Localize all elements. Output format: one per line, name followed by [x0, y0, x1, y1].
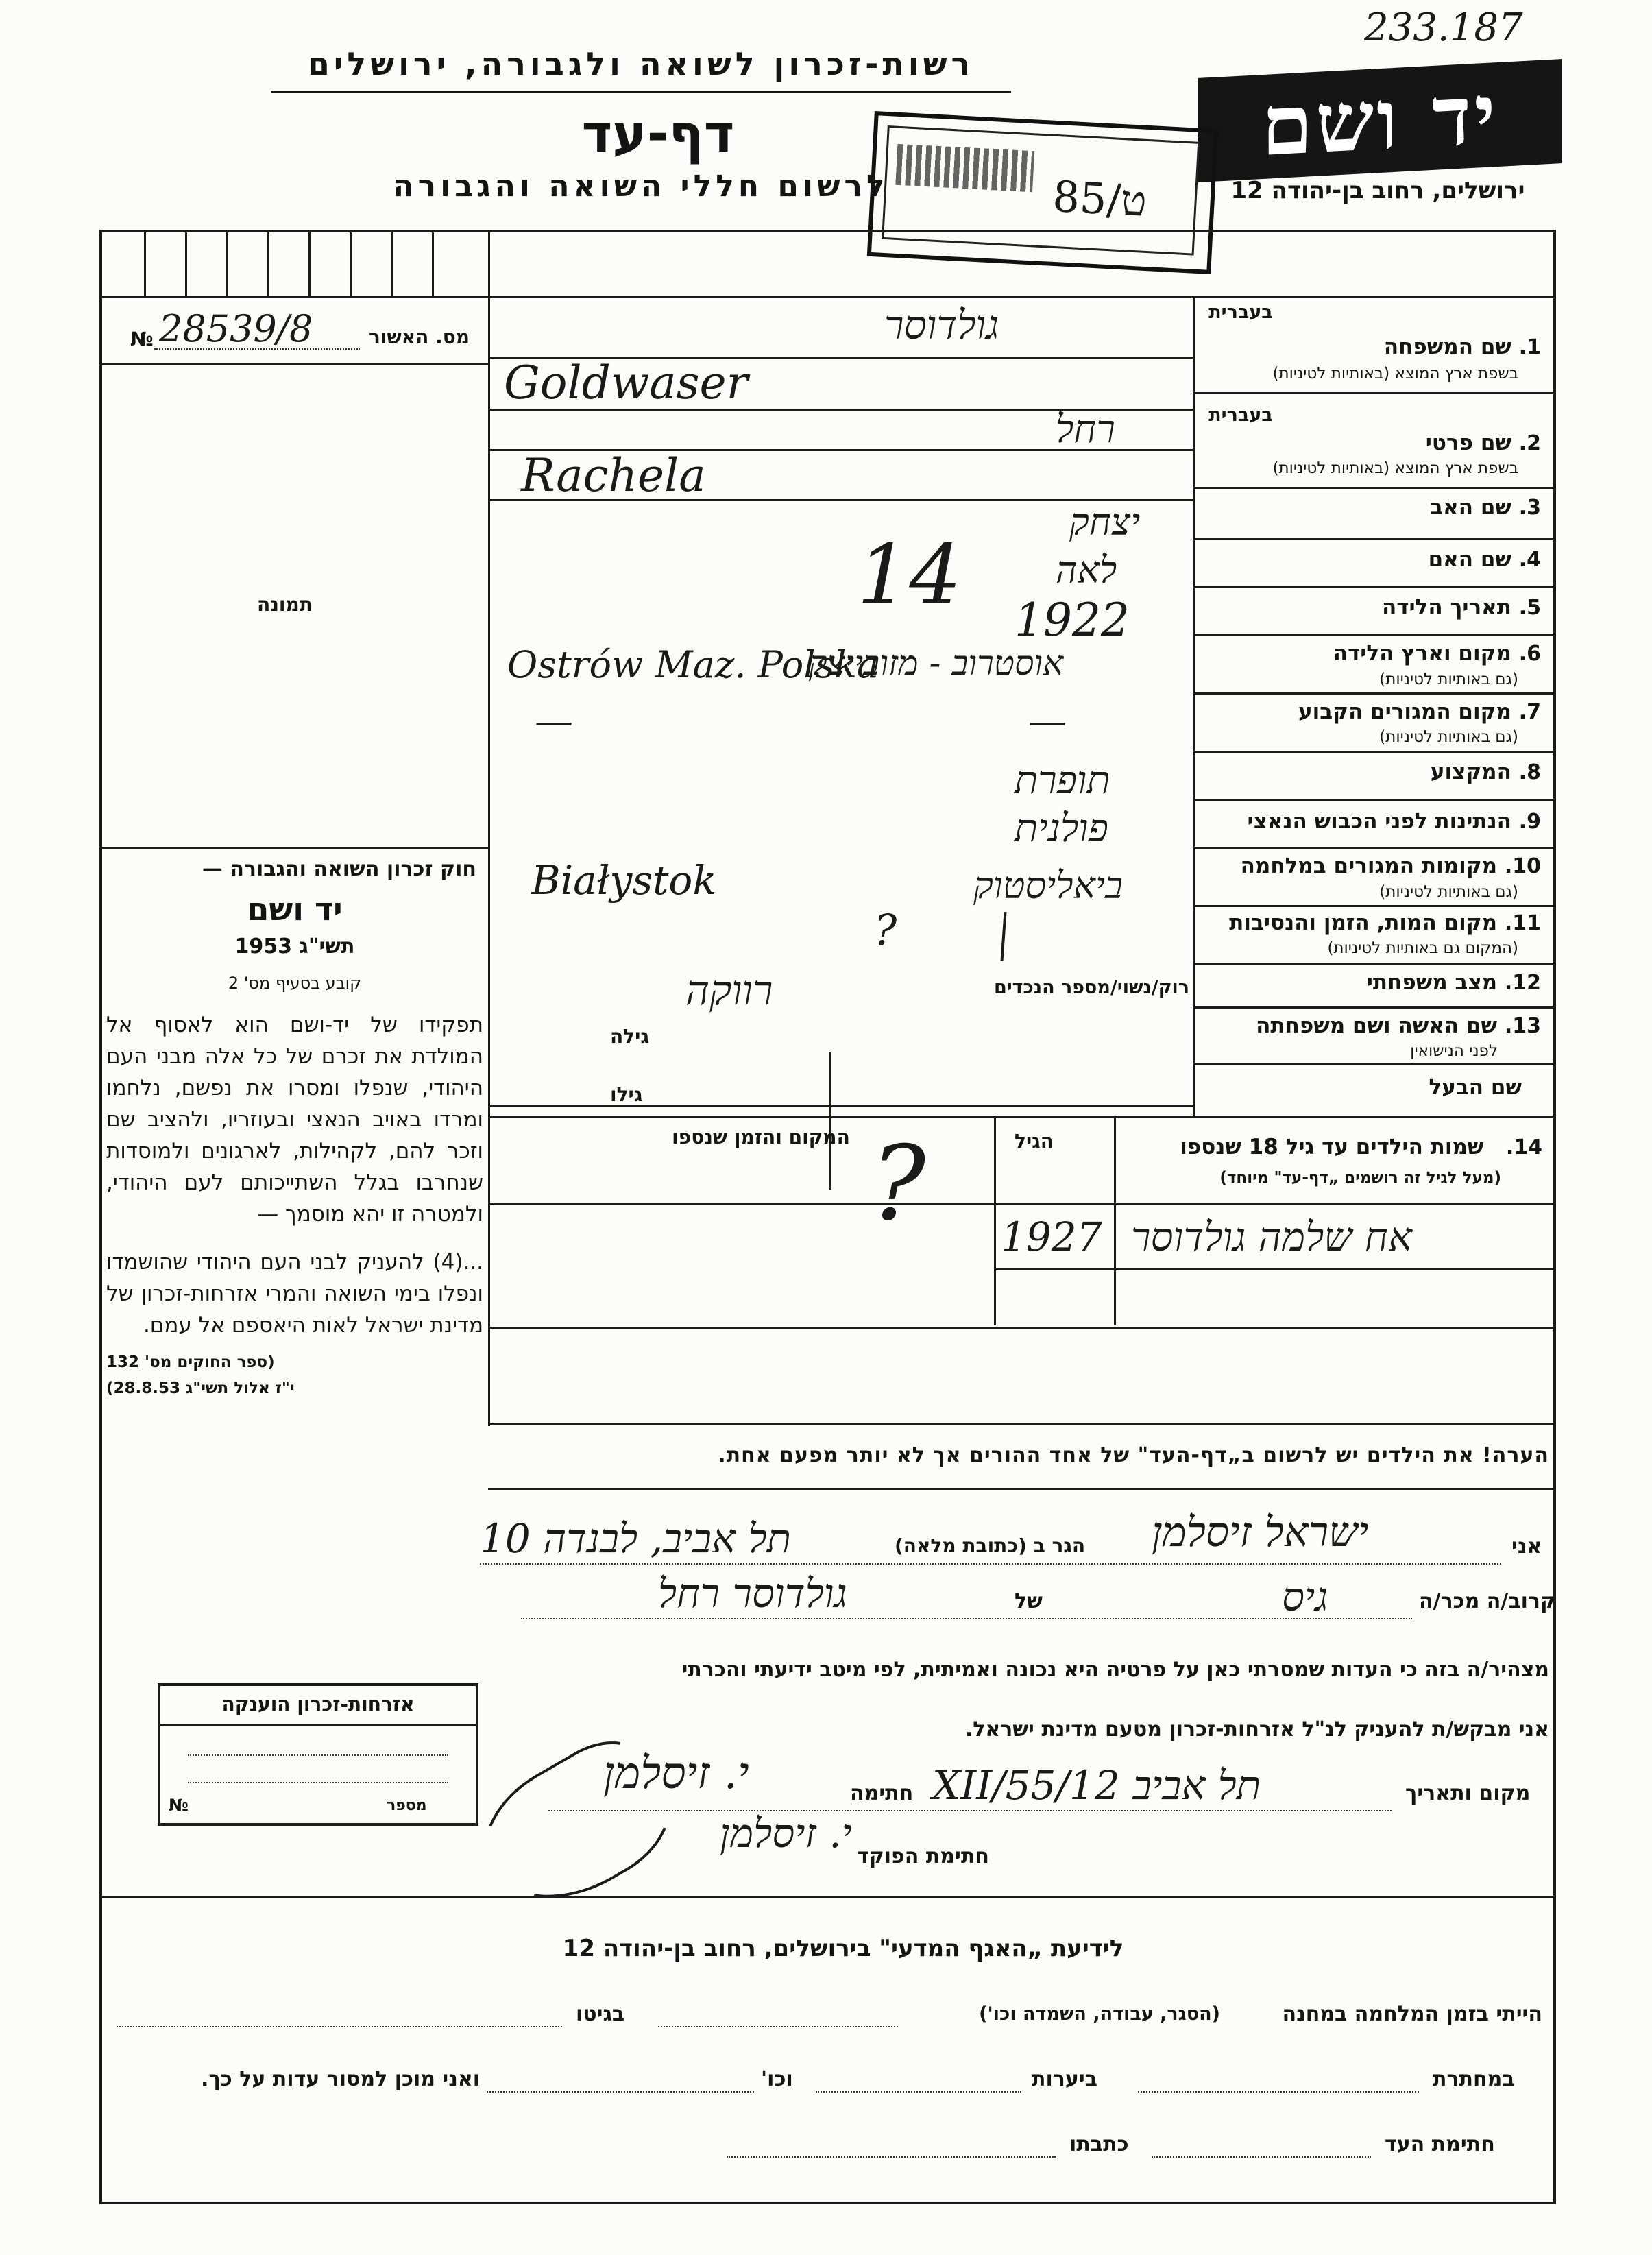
decl-place-date-label: מקום ותאריך: [1405, 1781, 1531, 1805]
field-13-label: [1200, 1013, 1541, 1038]
field-5-number: 5.: [1518, 596, 1541, 620]
bottom-line2-c: וכו': [761, 2067, 793, 2091]
logo-block: [1198, 59, 1562, 182]
children-age-divider-left: [994, 1116, 996, 1325]
field-2-text: שם פרטי: [1425, 431, 1511, 455]
top-cell-divider-8: [432, 230, 434, 296]
field-12-text: מצב משפחתי: [1366, 970, 1498, 995]
bottom-line1-dots-2: [117, 2026, 562, 2027]
field-2-number: 2.: [1518, 431, 1541, 455]
children-entry-year: 1927: [1001, 1214, 1102, 1260]
law-text: תפקידו של יד-ושם הוא לאסוף אל המולדת את זכרם של כל אלה מבני העם היהודי, שנפלו ומסרו את נפשם, נלחמו ומרדו באויב הנאצי ובעוזריו, ולהציב שם וזכר להם, לקהילות, לארגונים ולמוסדות שנחרבו בגלל השתייכותם לעם היהודי, ולמטרה זו יהא מוסמך —: [106, 1013, 483, 1227]
field-2-sub-latin: בשפת ארץ המוצא (באותיות לטיניות): [1272, 459, 1518, 477]
citizenship-line-1: [188, 1754, 448, 1756]
field-11-sub: (המקום גם באותיות לטיניות): [1327, 939, 1518, 957]
bottom-section-line: [99, 1896, 1556, 1898]
decl-address: תל אביב, לבנדה 10: [480, 1515, 791, 1562]
logo-text: יד ושם: [1261, 65, 1498, 176]
law-title: חוק זכרון השואה והגבורה —: [202, 857, 476, 881]
children-bottom-line: [488, 1327, 1556, 1329]
field-1-hebrew-value: גולדוסר: [884, 302, 999, 348]
field-13-sub: לפני הנישואין: [1410, 1042, 1498, 1060]
authority-underline: [271, 91, 1011, 93]
approval-dotted-line: [154, 348, 360, 350]
field-7-label: [1200, 699, 1541, 724]
top-cell-divider-7: [391, 230, 393, 296]
field-5-text: תאריך הלידה: [1381, 595, 1511, 620]
field-6-value: אוסטרוב - מזובייצק: [809, 643, 1064, 683]
bottom-line2-dots-2: [816, 2091, 1021, 2093]
field-3-label: [1200, 495, 1541, 520]
bottom-line1-b: (הסגר, עבודה, השמדה וכו'): [979, 2003, 1220, 2025]
field-10-line: [1193, 905, 1556, 907]
field-11-value: ?: [874, 905, 897, 955]
bottom-heading: לידיעת „האגף המדעי" בירושלים, רחוב בן-יהודה 12: [562, 1935, 1124, 1962]
bottom-line2-b: ביערות: [1032, 2067, 1097, 2091]
citizenship-number-prefix: №: [169, 1796, 189, 1815]
approval-prefix: №: [130, 328, 154, 350]
law-text-2: ...(4) להעניק לבני העם היהודי שהושמדו ונפלו בימי השואה והמרי אזרחות-זכרון של מדינת ישראל לאות היאספם אל עמם.: [106, 1250, 483, 1338]
children-place-scribble: ?: [871, 1124, 926, 1244]
field-13-line: [1193, 1063, 1556, 1065]
field-10-text: מקומות המגורים במלחמה: [1240, 854, 1498, 878]
clerk-signature: י. זיסלמן: [720, 1810, 852, 1857]
field-6-sub: (גם באותיות לטיניות): [1379, 671, 1518, 688]
field-1-sub-hebrew: בעברית: [1208, 302, 1273, 323]
bottom-line2-dots-1: [1138, 2091, 1419, 2093]
citizenship-line-2: [188, 1782, 448, 1783]
field-7-value-left: —: [535, 699, 573, 744]
field-2-line: [1193, 487, 1556, 489]
field-1-line: [1193, 392, 1556, 394]
law-year: תשי"ג 1953: [234, 934, 355, 958]
field-7-text: מקום המגורים הקבוע: [1298, 699, 1511, 724]
decl-of-value: גולדוסר רחל: [658, 1570, 847, 1617]
field-13-number: 13.: [1504, 1014, 1541, 1038]
children-number: 14.: [1505, 1135, 1542, 1159]
field-4-number: 4.: [1518, 548, 1541, 572]
photo-bottom-line: [99, 847, 488, 849]
form-title: דף-עד: [581, 103, 735, 164]
field-9-text: הנתינות לפני הכבוש הנאצי: [1247, 809, 1511, 834]
note-top-line: [488, 1423, 1556, 1425]
law-panel: [106, 857, 483, 1397]
field-10-value: ביאליסטוק: [973, 864, 1123, 907]
field-9-line: [1193, 847, 1556, 849]
field-6-text: מקום וארץ הלידה: [1333, 641, 1511, 666]
bottom-line2-a: במחתרת: [1433, 2067, 1515, 2091]
field-4-label: [1200, 547, 1541, 572]
field-5-day: 14: [857, 528, 962, 623]
bottom-line1-dots-1: [658, 2026, 898, 2027]
field-6-line: [1193, 692, 1556, 695]
field-6-number: 6.: [1518, 642, 1541, 666]
field-10-label: [1200, 854, 1541, 878]
stamp-value: 85/ט: [1051, 171, 1148, 226]
children-top-line: [488, 1116, 1556, 1118]
field-1-text: שם המשפחה: [1383, 335, 1511, 359]
decl-witness-name: ישראל זיסלמן: [1152, 1508, 1369, 1556]
photo-label: תמונה: [257, 593, 313, 616]
decl-place-date: תל אביב 12/XII/55: [932, 1762, 1261, 1809]
children-label: [1131, 1135, 1542, 1159]
archive-number: 233.187: [1364, 5, 1523, 50]
husband-label: שם הבעל: [1429, 1075, 1522, 1100]
decl-relation-value: גיס: [1282, 1573, 1328, 1620]
field-7-value: —: [1028, 699, 1067, 744]
top-cell-divider-4: [267, 230, 269, 296]
decl-signature-label: חתימה: [850, 1781, 914, 1805]
field-4-value: לאה: [1056, 548, 1117, 592]
field-9-value: פולנית: [1015, 806, 1108, 851]
note-text: הערה! את הילדים יש לרשום ב„דף-העד" של אחד ההורים אך לא יותר מפעם אחת.: [718, 1443, 1549, 1467]
stamp-redaction: [895, 144, 1034, 192]
bottom-line2-d: ואני מוכן למסור עדות על כך.: [201, 2067, 480, 2091]
children-age-divider-right: [1114, 1116, 1116, 1325]
field-5-label: [1200, 595, 1541, 620]
field-11-label: [1200, 911, 1541, 935]
field-6-label: [1200, 641, 1541, 666]
field-5-value: 1922: [1015, 594, 1130, 647]
status-label: רוק/נשוי/מספר הנכדים: [993, 977, 1189, 998]
decl-line-1: [480, 1563, 1501, 1565]
value-row-5-line: [488, 1105, 1193, 1107]
bottom-line1-a: הייתי בזמן המלחמה במחנה: [1282, 2002, 1542, 2026]
decl-of-label: של: [1015, 1589, 1043, 1613]
field-13-text: שם האשה ושם משפחתה: [1256, 1013, 1498, 1038]
decl-line-3: [548, 1810, 1392, 1811]
field-12-number: 12.: [1504, 971, 1541, 995]
field-8-number: 8.: [1518, 760, 1541, 784]
field-4-line: [1193, 586, 1556, 588]
children-place-header: המקום והזמן שנספו: [672, 1126, 850, 1148]
field-4-text: שם האם: [1428, 547, 1511, 572]
field-7-sub: (גם באותיות לטיניות): [1379, 728, 1518, 746]
bottom-line3-a: חתימת העד: [1385, 2132, 1495, 2156]
field-12-line: [1193, 1006, 1556, 1009]
decl-i-label: אני: [1511, 1534, 1542, 1558]
field-2-sub-hebrew: בעברית: [1208, 405, 1273, 426]
field-8-value: תופרת: [1015, 758, 1110, 803]
bottom-line3-b: כתבתו: [1069, 2132, 1129, 2156]
field-2-label: [1200, 431, 1541, 455]
children-text: שמות הילדים עד גיל 18 שנספו: [1180, 1135, 1484, 1159]
field-8-line: [1193, 799, 1556, 801]
decl-clerk-label: חתימת הפוקד: [857, 1844, 989, 1868]
children-header-line: [488, 1203, 1556, 1205]
top-cell-divider-3: [226, 230, 228, 296]
form-subtitle: לרשום חללי השואה והגבורה: [393, 169, 889, 204]
children-entry-name: אח שלמה גולדוסר: [1131, 1214, 1412, 1260]
field-6-latin-value: Ostrów Maz. Polska: [507, 643, 879, 686]
citizenship-title-line: [160, 1724, 476, 1726]
decl-living-label: הגר ב (כתובת מלאה): [895, 1534, 1086, 1557]
field-9-number: 9.: [1518, 810, 1541, 834]
approval-number: 28539/8: [159, 307, 313, 350]
field-10-sub: (גם באותיות לטיניות): [1379, 883, 1518, 901]
decl-relation-label: קרוב/ה מכר/ה: [1419, 1589, 1556, 1613]
law-reference-2: י"ז אלול תשי"ג 28.8.53): [106, 1379, 295, 1397]
field-7-number: 7.: [1518, 700, 1541, 724]
husband-age-label: גילו: [610, 1083, 643, 1106]
bottom-line1-c: בגיטו: [576, 2002, 625, 2026]
citizenship-number-label: מספר: [387, 1797, 427, 1814]
address-line: ירושלים, רחוב בן-יהודה 12: [1230, 177, 1525, 204]
field-5-line: [1193, 634, 1556, 636]
field-3-text: שם האב: [1430, 495, 1511, 520]
children-row-1-line: [994, 1268, 1556, 1270]
children-sub: (מעל לגיל זה רושמים „דף-עד" מיוחד): [1219, 1169, 1501, 1187]
bottom-line3-dots-2: [727, 2156, 1056, 2158]
decl-request: אני מבקש/ת להעניק לנ"ל אזרחות-זכרון מטעם מדינת ישראל.: [964, 1717, 1549, 1741]
field-3-number: 3.: [1518, 496, 1541, 520]
children-age-header: הגיל: [1015, 1130, 1054, 1153]
field-8-label: [1200, 760, 1541, 784]
citizenship-title: אזרחות-זכרון הוענקה: [221, 1693, 415, 1715]
field-10-latin-value: Białystok: [531, 857, 717, 904]
field-8-text: המקצוע: [1430, 760, 1511, 784]
law-reference-1: (ספר החוקים מס' 132: [106, 1353, 275, 1371]
top-cell-divider-6: [350, 230, 352, 296]
field-1-number: 1.: [1518, 335, 1541, 359]
top-cell-divider-5: [308, 230, 311, 296]
field-11-line: [1193, 963, 1556, 965]
bottom-line3-dots-1: [1152, 2156, 1371, 2158]
decl-line-2: [521, 1618, 1412, 1619]
top-cell-divider-2: [185, 230, 187, 296]
field-2-hebrew-value: רחל: [1056, 407, 1115, 452]
field-10-number: 10.: [1504, 854, 1541, 878]
field-9-label: [1200, 809, 1541, 834]
field-1-latin-value: Goldwaser: [504, 357, 749, 409]
bottom-line2-dots-3: [487, 2091, 754, 2093]
value-inner-divider: [829, 1052, 831, 1190]
law-name: יד ושם: [247, 891, 343, 928]
field-1-sub-latin: בשפת ארץ המוצא (באותיות לטיניות): [1272, 365, 1518, 383]
field-3-value: יצחק: [1069, 501, 1141, 544]
law-clause: קובע בסעיף מס' 2: [228, 974, 362, 993]
field-12-label: [1200, 970, 1541, 995]
citizenship-box: [158, 1683, 478, 1826]
decl-statement: מצהיר/ה בזה כי העדות שמסרתי כאן על פרטיה היא נכונה ואמיתית, לפי מיטב ידיעתי והכרתי: [681, 1658, 1549, 1682]
field-12-value: רווקה: [685, 967, 773, 1015]
wife-age-label: גילה: [610, 1025, 649, 1048]
field-3-line: [1193, 538, 1556, 540]
field-11-text: מקום המות, הזמן והנסיבות: [1229, 911, 1498, 935]
field-7-line: [1193, 751, 1556, 753]
approval-bottom-line: [99, 363, 488, 365]
field-11-number: 11.: [1504, 911, 1541, 935]
field-1-label: [1200, 335, 1541, 359]
authority-line: רשות-זכרון לשואה ולגבורה, ירושלים: [307, 45, 975, 82]
note-bottom-line: [488, 1488, 1556, 1490]
top-row-bottom-line: [99, 296, 1556, 298]
approval-label: מס. האשור: [369, 326, 470, 348]
field-2-latin-value: Rachela: [521, 449, 706, 502]
top-cell-divider-1: [144, 230, 146, 296]
decl-signature: י. זיסלמן: [603, 1748, 749, 1799]
